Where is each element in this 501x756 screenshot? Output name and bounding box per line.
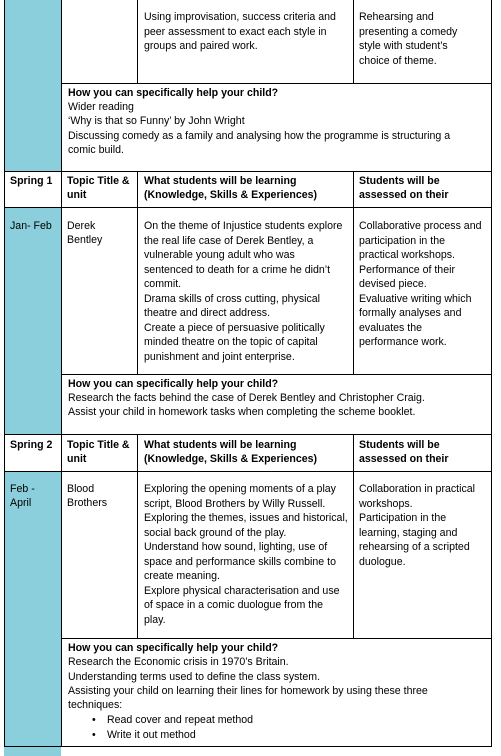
term-dates: Feb - [10,483,35,495]
rule [137,171,138,375]
learning-line: Explore physical characterisation and use [144,584,340,597]
help-line: Assist your child in homework tasks when completing the scheme booklet. [68,406,416,418]
learning-line: sentenced to death for a crime he didn’t [144,263,331,276]
topic-header: unit [67,189,87,201]
help-heading: How you can specifically help your child? [68,642,279,654]
learning-line: commit. [144,278,182,290]
technique-list [68,713,253,743]
help-block-1 [62,84,492,171]
learning-line: Create a piece of persuasive politically [144,321,325,334]
topic-title: Brothers [67,497,108,509]
rule [62,83,492,84]
rule [62,638,492,639]
term-dates: April [10,497,32,509]
term-label: Spring 1 [10,175,53,187]
learning-line: Drama skills of cross cutting, physical [144,292,321,305]
learning-line: Exploring the opening moments of a play [144,483,336,495]
assessed-line: workshops. [359,497,413,510]
assessed-line: Collaborative process and [359,220,482,232]
learning-line: Understand how sound, lighting, use of [144,541,328,553]
assessed-line: formally analyses and [359,307,462,319]
assessed-line: evaluates the [359,321,423,334]
top-learning-line: groups and paired work. [144,40,258,52]
learning-header: (Knowledge, Skills & Experiences) [144,453,318,465]
learning-line: social back ground of the play. [144,526,287,539]
assessed-line: Evaluative writing which [359,292,472,305]
topic-title: Derek [67,220,96,232]
top-assessed-line: Rehearsing and [359,11,434,23]
help-line: comic build. [68,144,124,156]
rule [491,0,492,747]
help-line: Discussing comedy as a family and analysing how the programme is structuring a [68,130,451,142]
term-column-bottom [4,472,61,756]
term-dates: Jan- Feb [10,220,52,232]
assessed-line: learning, staging and [359,526,458,539]
learning-line: Exploring the themes, issues and historical, [144,512,348,524]
assessed-line: devised piece. [359,278,427,290]
learning-line: theatre and direct address. [144,307,271,319]
learning-line: punishment and joint enterprise. [144,350,295,363]
learning-header: (Knowledge, Skills & Experiences) [144,189,318,201]
help-line: techniques: [68,699,123,711]
top-assessed-line: presenting a comedy [359,26,458,38]
assessed-line: Collaboration in practical [359,483,476,495]
term-label: Spring 2 [10,439,53,451]
assessed-line: Participation in the [359,512,447,524]
learning-line: the real life case of Derek Bentley, a [144,234,314,247]
learning-line: space and performance skills combine to [144,555,336,568]
top-assessed-line: style with student’s [359,40,448,52]
help-line: Understanding terms used to define the class system. [68,671,321,683]
top-learning-line: Using improvisation, success criteria and [144,11,336,23]
help-line: Research the facts behind the case of Derek Bentley and Christopher Craig. [68,392,425,404]
top-assessed-cell [354,0,492,83]
rule [353,434,354,639]
technique-item: • Read cover and repeat method [92,714,254,726]
assessed-line: performance work. [359,336,447,348]
rule [4,0,5,747]
rule [4,207,492,208]
technique-item: • Write it out method [92,729,196,741]
learning-line: create meaning. [144,570,220,582]
help-heading: How you can specifically help your child? [68,378,279,390]
rule [4,471,492,472]
topic-header: unit [67,453,87,465]
topic-title: Bentley [67,234,103,246]
topic-header: Topic Title & [67,439,130,451]
rule [137,0,138,84]
learning-line: vulnerable young adult who was [144,249,295,261]
rule [137,434,138,639]
rule [4,171,492,172]
learning-line: minded theatre on the topic of capital [144,336,318,348]
help-heading: How you can specifically help your child? [68,87,279,99]
assessed-line: Performance of their [359,263,455,276]
rule [353,171,354,375]
top-learning-line: peer assessment to exact each style in [144,26,327,38]
help-line: Assisting your child on learning their lines for homework by using these three [68,685,428,697]
assessed-header: Students will be [359,175,440,187]
learning-line: script, Blood Brothers by Willy Russell. [144,497,326,510]
learning-header: What students will be learning [144,439,297,451]
assessed-line: participation in the [359,234,445,247]
topic-title: Blood [67,483,95,495]
learning-line: play. [144,613,166,626]
top-learning-cell [138,0,354,83]
learning-line: On the theme of Injustice students explore [144,220,343,232]
assessed-line: duologue. [359,555,406,568]
topic-header: Topic Title & [67,175,130,187]
help-line: Research the Economic crisis in 1970’s Britain. [68,656,289,668]
assessed-header: assessed on their [359,453,449,465]
rule [62,374,492,375]
rule [4,746,492,747]
assessed-header: assessed on their [359,189,449,201]
assessed-line: practical workshops. [359,249,455,261]
learning-line: of space in a comic duologue from the [144,599,324,611]
assessed-line: rehearsing of a scripted [359,541,470,553]
learning-header: What students will be learning [144,175,297,187]
help-line: Wider reading [68,101,134,113]
rule [353,0,354,84]
rule [4,434,492,435]
bullet-icon: • [92,714,96,726]
top-assessed-line: choice of theme. [359,55,437,67]
help-line: ‘Why is that so Funny’ by John Wright [68,115,245,127]
bullet-icon: • [92,729,96,741]
term-column-top [4,0,61,171]
rule [61,0,62,747]
assessed-header: Students will be [359,439,440,451]
term-column-middle [4,208,61,434]
